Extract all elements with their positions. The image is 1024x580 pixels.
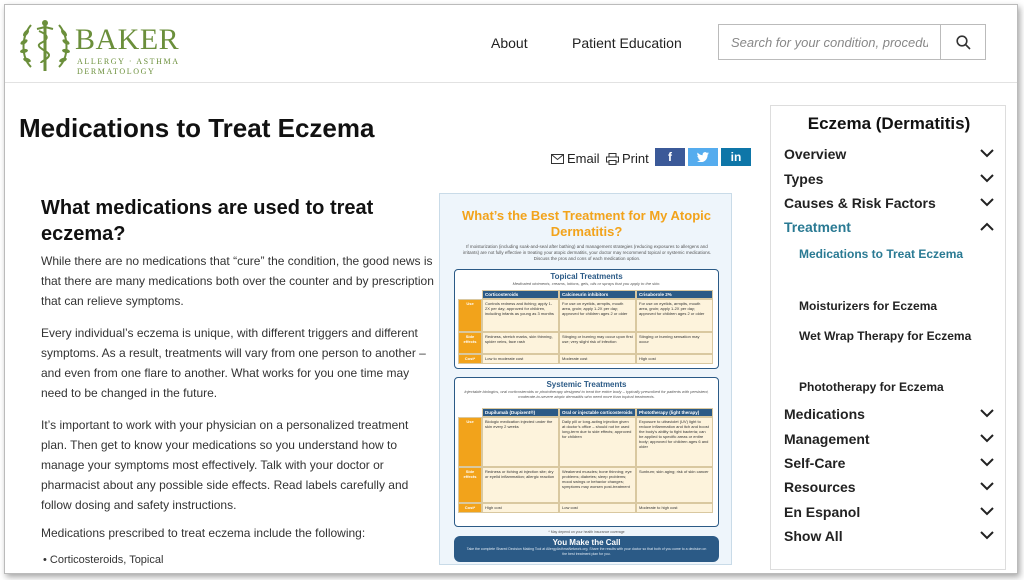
linkedin-icon: in <box>730 150 742 164</box>
share-print-label: Print <box>622 151 649 166</box>
column-header: Phototherapy (light therapy) <box>636 408 713 417</box>
sidebar-item-label: Causes & Risk Factors <box>784 195 936 211</box>
row-label: Side effects <box>458 467 482 503</box>
search-button[interactable] <box>940 24 986 60</box>
condition-sidebar <box>770 105 1006 570</box>
table-cell: For use on eyelids, armpits, mouth area, groin; apply 1-2X per day; approved for children ages 2 or older <box>636 299 713 332</box>
section-heading: What medications are used to treat eczema? <box>41 197 374 245</box>
search-icon <box>956 35 971 50</box>
share-email-link[interactable] <box>551 151 600 166</box>
sidebar-item-resources[interactable] <box>784 479 994 495</box>
row-label: Use <box>458 299 482 332</box>
topical-table <box>458 290 715 364</box>
sidebar-item-label: Medications <box>784 406 865 422</box>
chevron-up-icon[interactable] <box>980 222 994 231</box>
table-cell: Low to moderate cost <box>482 354 559 364</box>
article-paragraph: Medications prescribed to treat eczema include the following: <box>41 526 366 540</box>
sidebar-subitem-moisturizers[interactable]: Moisturizers for Eczema <box>799 299 938 313</box>
systemic-subheading: Injectable biologics, oral corticosteroids or phototherapy designed to treat the entire body – typically prescribed for patients with persistent, moderate-to-severe atopic dermatitis who need more than topical treatments. <box>464 389 709 399</box>
table-cell: Sunburn; skin aging; risk of skin cancer <box>636 467 713 503</box>
list-item: • Corticosteroids, Topical <box>43 554 164 566</box>
chevron-down-icon[interactable] <box>980 434 994 443</box>
sidebar-item-label: Types <box>784 171 824 187</box>
brand-subtitle-1: ALLERGY · ASTHMA <box>77 57 180 66</box>
table-cell: High cost <box>482 503 559 513</box>
twitter-share-button[interactable] <box>688 148 718 166</box>
row-label: Use <box>458 417 482 467</box>
infographic-title: What’s the Best Treatment for My Atopic Dermatitis? <box>462 208 711 239</box>
table-cell: Low cost <box>559 503 636 513</box>
nav-about-link[interactable]: About <box>491 35 528 51</box>
sidebar-item-label: Resources <box>784 479 856 495</box>
table-cell: For use on eyelids, armpits, mouth area, groin; apply 1-2X per day; approved for children ages 2 or older <box>559 299 636 332</box>
chevron-down-icon[interactable] <box>980 507 994 516</box>
share-print-link[interactable] <box>606 151 649 166</box>
sidebar-item-causes[interactable] <box>784 195 994 211</box>
sidebar-subitem-wet-wrap-therapy[interactable]: Wet Wrap Therapy for Eczema <box>799 329 972 343</box>
sidebar-item-en-espanol[interactable] <box>784 504 994 520</box>
row-label: Side effects <box>458 332 482 354</box>
sidebar-item-self-care[interactable] <box>784 455 994 471</box>
share-email-label: Email <box>567 151 600 166</box>
table-cell: Biologic medication injected under the skin every 2 weeks <box>482 417 559 467</box>
table-cell: Redness or itching at injection site; dry or eyelid inflammation; allergic reaction <box>482 467 559 503</box>
column-header: Corticosteroids <box>482 290 559 299</box>
chevron-down-icon[interactable] <box>980 198 994 207</box>
table-cell: Stinging or burning may occur upon first use; very slight risk of infection <box>559 332 636 354</box>
list-item-label: Corticosteroids, Topical <box>49 554 164 566</box>
sidebar-item-show-all[interactable] <box>784 528 994 544</box>
table-cell: Daily pill or long-acting injection given at doctor’s office – should not be used long-term due to side effects; approved for children <box>559 417 636 467</box>
chevron-down-icon[interactable] <box>980 482 994 491</box>
call-heading: You Make the Call <box>552 538 621 547</box>
table-cell: High cost <box>636 354 713 364</box>
column-header: Calcineurin inhibitors <box>559 290 636 299</box>
topical-heading: Topical Treatments <box>550 272 623 281</box>
table-cell: Exposure to ultraviolet (UV) light to reduce inflammation and itch and boost the body’s ability to fight bacteria; can be applied to specific areas or entire body; approved for children ages 6 and older <box>636 417 713 467</box>
sidebar-item-overview[interactable] <box>784 146 994 162</box>
envelope-icon <box>551 154 564 164</box>
you-make-the-call-banner <box>454 536 719 562</box>
table-cell: Redness, stretch marks, skin thinning, spider veins, face rash <box>482 332 559 354</box>
page-title: Medications to Treat Eczema <box>19 113 375 143</box>
sidebar-item-label: Show All <box>784 528 843 544</box>
article-paragraph: Every individual’s eczema is unique, with different triggers and different symptoms. As a result, treatments will vary from one person to another – and even from one flare to another. What works for you one time may need to be changed in the future. <box>41 326 426 400</box>
table-cell: Controls redness and itching; apply 1-2X per day; approved for children, including infants as young as 3 months <box>482 299 559 332</box>
nav-patient-education-link[interactable]: Patient Education <box>572 35 682 51</box>
sidebar-item-label: Self-Care <box>784 455 846 471</box>
chevron-down-icon[interactable] <box>980 409 994 418</box>
sidebar-item-label: En Espanol <box>784 504 861 520</box>
topical-subheading: Medicated ointments, creams, lotions, gels, oils or sprays that you apply to the skin. <box>512 281 661 286</box>
column-header: Oral or injectable corticosteroids <box>559 408 636 417</box>
facebook-icon: f <box>668 150 672 164</box>
article-paragraph: While there are no medications that “cure” the condition, the good news is that there are many medications both over the counter and by prescription that can relieve symptoms. <box>41 254 434 308</box>
sidebar-item-types[interactable] <box>784 171 994 187</box>
chevron-down-icon[interactable] <box>980 174 994 183</box>
sidebar-title: Eczema (Dermatitis) <box>807 114 971 133</box>
sidebar-subitem-medications-to-treat-eczema[interactable]: Medications to Treat Eczema <box>799 247 964 261</box>
sidebar-item-label: Overview <box>784 146 847 162</box>
article-paragraph: It’s important to work with your physician on a personalized treatment plan. Then get to know your medications so you understand how to manage your symptoms most effectively. Talk with your doctor or pharmacist about any possible side effects. Read labels carefully and follow dosing and safety instructions. <box>41 418 409 512</box>
column-header: Crisaborole 2% <box>636 290 713 299</box>
twitter-icon <box>697 152 709 162</box>
infographic-footnote: * May depend on your health insurance coverage <box>548 530 625 534</box>
call-text: Take the complete Shared Decision Making Tool at AllergyAsthmaNetwork.org. Share the results with your doctor so that both of you come to a decision on the best treatment plan for you. <box>466 547 707 556</box>
brand-subtitle-2: DERMATOLOGY <box>77 67 156 76</box>
table-cell: Weakened muscles; bone thinning; eye problems; diabetes; sleep problems; mood swings or behavior changes; symptoms may worsen post-treatment <box>559 467 636 503</box>
sidebar-item-treatment[interactable] <box>784 219 994 235</box>
row-label: Cost* <box>458 354 482 364</box>
sidebar-item-label: Treatment <box>784 219 851 235</box>
brand-name: BAKER <box>75 23 180 56</box>
systemic-heading: Systemic Treatments <box>546 380 627 389</box>
chevron-down-icon[interactable] <box>980 149 994 158</box>
table-cell: Stinging or burning sensation may occur <box>636 332 713 354</box>
row-label: Cost* <box>458 503 482 513</box>
systemic-table <box>458 408 715 513</box>
printer-icon <box>606 153 619 165</box>
table-cell: Moderate to high cost <box>636 503 713 513</box>
linkedin-share-button[interactable] <box>721 148 751 166</box>
topical-treatments-panel <box>454 269 719 369</box>
sidebar-subitem-phototherapy[interactable]: Phototherapy for Eczema <box>799 380 944 394</box>
facebook-share-button[interactable] <box>655 148 685 166</box>
sidebar-item-medications[interactable] <box>784 406 994 422</box>
chevron-down-icon[interactable] <box>980 458 994 467</box>
chevron-down-icon[interactable] <box>980 531 994 540</box>
site-logo[interactable] <box>17 17 180 79</box>
browser-page <box>4 4 1018 574</box>
search-input[interactable] <box>718 24 940 60</box>
caduceus-laurel-icon <box>17 17 73 77</box>
infographic-intro: If moisturization (including soak-and-seal after bathing) and management strategies (reducing exposures to allergens and irritants) are not fully effective in treating your atopic dermatitis, your doctor may recommend topical or systemic medications. Discuss the pros and cons of each medication option. <box>462 244 712 261</box>
systemic-treatments-panel <box>454 377 719 527</box>
table-cell: Moderate cost <box>559 354 636 364</box>
sidebar-item-management[interactable] <box>784 431 994 447</box>
sidebar-item-label: Management <box>784 431 870 447</box>
site-header <box>5 5 1018 83</box>
treatment-infographic[interactable] <box>439 193 732 565</box>
column-header: Dupilumab (Dupixent®) <box>482 408 559 417</box>
